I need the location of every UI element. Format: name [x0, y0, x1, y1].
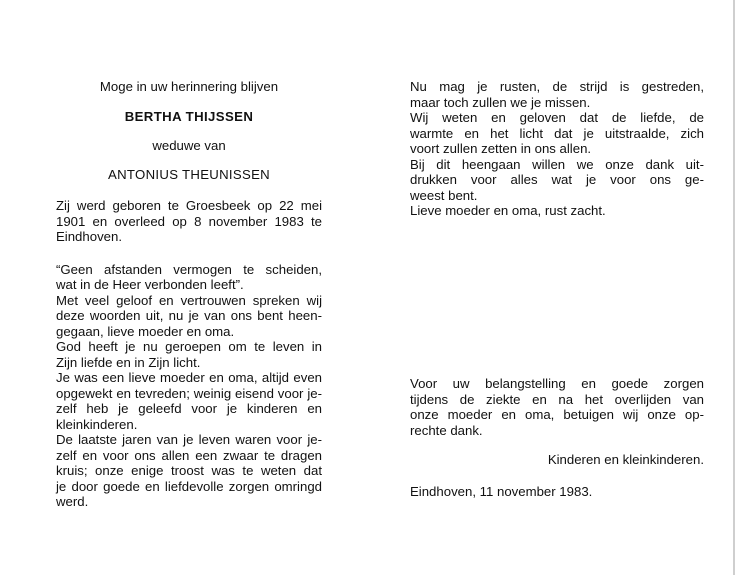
family-signoff: Kinderen en kleinkinderen. — [547, 452, 704, 467]
text-line: Voor uw belangstelling en goede zorgen — [410, 376, 704, 391]
text-line: Nu mag je rusten, de strijd is gestreden, — [410, 79, 704, 94]
text-line: Eindhoven. — [56, 229, 122, 244]
text-line: opgewekt en tevreden; weinig eisend voor je- — [56, 385, 322, 401]
text-line: werd. — [56, 494, 89, 509]
tribute-text — [56, 262, 322, 510]
text-line: drukken voor alles wat je voor ons ge- — [410, 172, 704, 187]
husband-name: ANTONIUS THEUNISSEN — [107, 166, 271, 182]
text-line: kruis; onze enige troost was te weten dat — [56, 463, 322, 478]
text-line: wat in de Heer verbonden leeft”. — [56, 277, 244, 292]
place-and-date: Eindhoven, 11 november 1983. — [410, 484, 593, 499]
text-line: kleinkinderen. — [56, 416, 138, 432]
text-line: zelf heb je geleefd voor je kinderen en — [56, 401, 322, 416]
deceased-name: BERTHA THIJSSEN — [124, 108, 254, 124]
widow-of-label: weduwe van — [152, 138, 226, 153]
text-line: voort zullen zetten in ons allen. — [410, 141, 592, 156]
text-line: Zijn liefde en in Zijn licht. — [56, 354, 201, 370]
text-line: Lieve moeder en oma, rust zacht. — [410, 203, 606, 218]
text-line: maar toch zullen we je missen. — [410, 94, 591, 110]
left-column — [56, 79, 322, 510]
text-line: rechte dank. — [410, 422, 483, 438]
text-line: onze moeder en oma, betuigen wij onze op- — [410, 407, 704, 422]
text-line: Je was een lieve moeder en oma, altijd even — [56, 370, 322, 385]
remembrance-header: Moge in uw herinnering blijven — [99, 79, 279, 94]
text-line: De laatste jaren van je leven waren voor je- — [56, 432, 322, 447]
text-line: tijdens de ziekte en na het overlijden van — [410, 391, 704, 407]
text-line: deze woorden uit, nu je van ons bent heen- — [56, 308, 322, 323]
text-line: “Geen afstanden vermogen te scheiden, — [56, 261, 322, 277]
thanks-paragraph — [410, 376, 704, 438]
text-line: Zij werd geboren te Groesbeek op 22 mei — [56, 198, 322, 213]
text-line: Bij dit heengaan willen we onze dank uit- — [410, 156, 704, 172]
text-line: 1901 en overleed op 8 november 1983 te — [56, 213, 322, 229]
text-line: Wij weten en geloven dat de liefde, de — [410, 110, 704, 125]
text-line: gegaan, lieve moeder en oma. — [56, 323, 235, 339]
text-line: zelf en voor ons allen een zwaar te dragen — [56, 447, 322, 463]
text-line: God heeft je nu geroepen om te leven in — [56, 339, 322, 354]
text-line: warmte en het licht dat je uitstraalde, zich — [410, 125, 704, 141]
text-line: je door goede en liefdevolle zorgen omringd — [56, 478, 322, 494]
birth-death-paragraph — [56, 198, 322, 245]
right-column-poem — [410, 79, 704, 219]
text-line: weest bent. — [410, 187, 478, 203]
text-line: Met veel geloof en vertrouwen spreken wij — [56, 292, 322, 308]
